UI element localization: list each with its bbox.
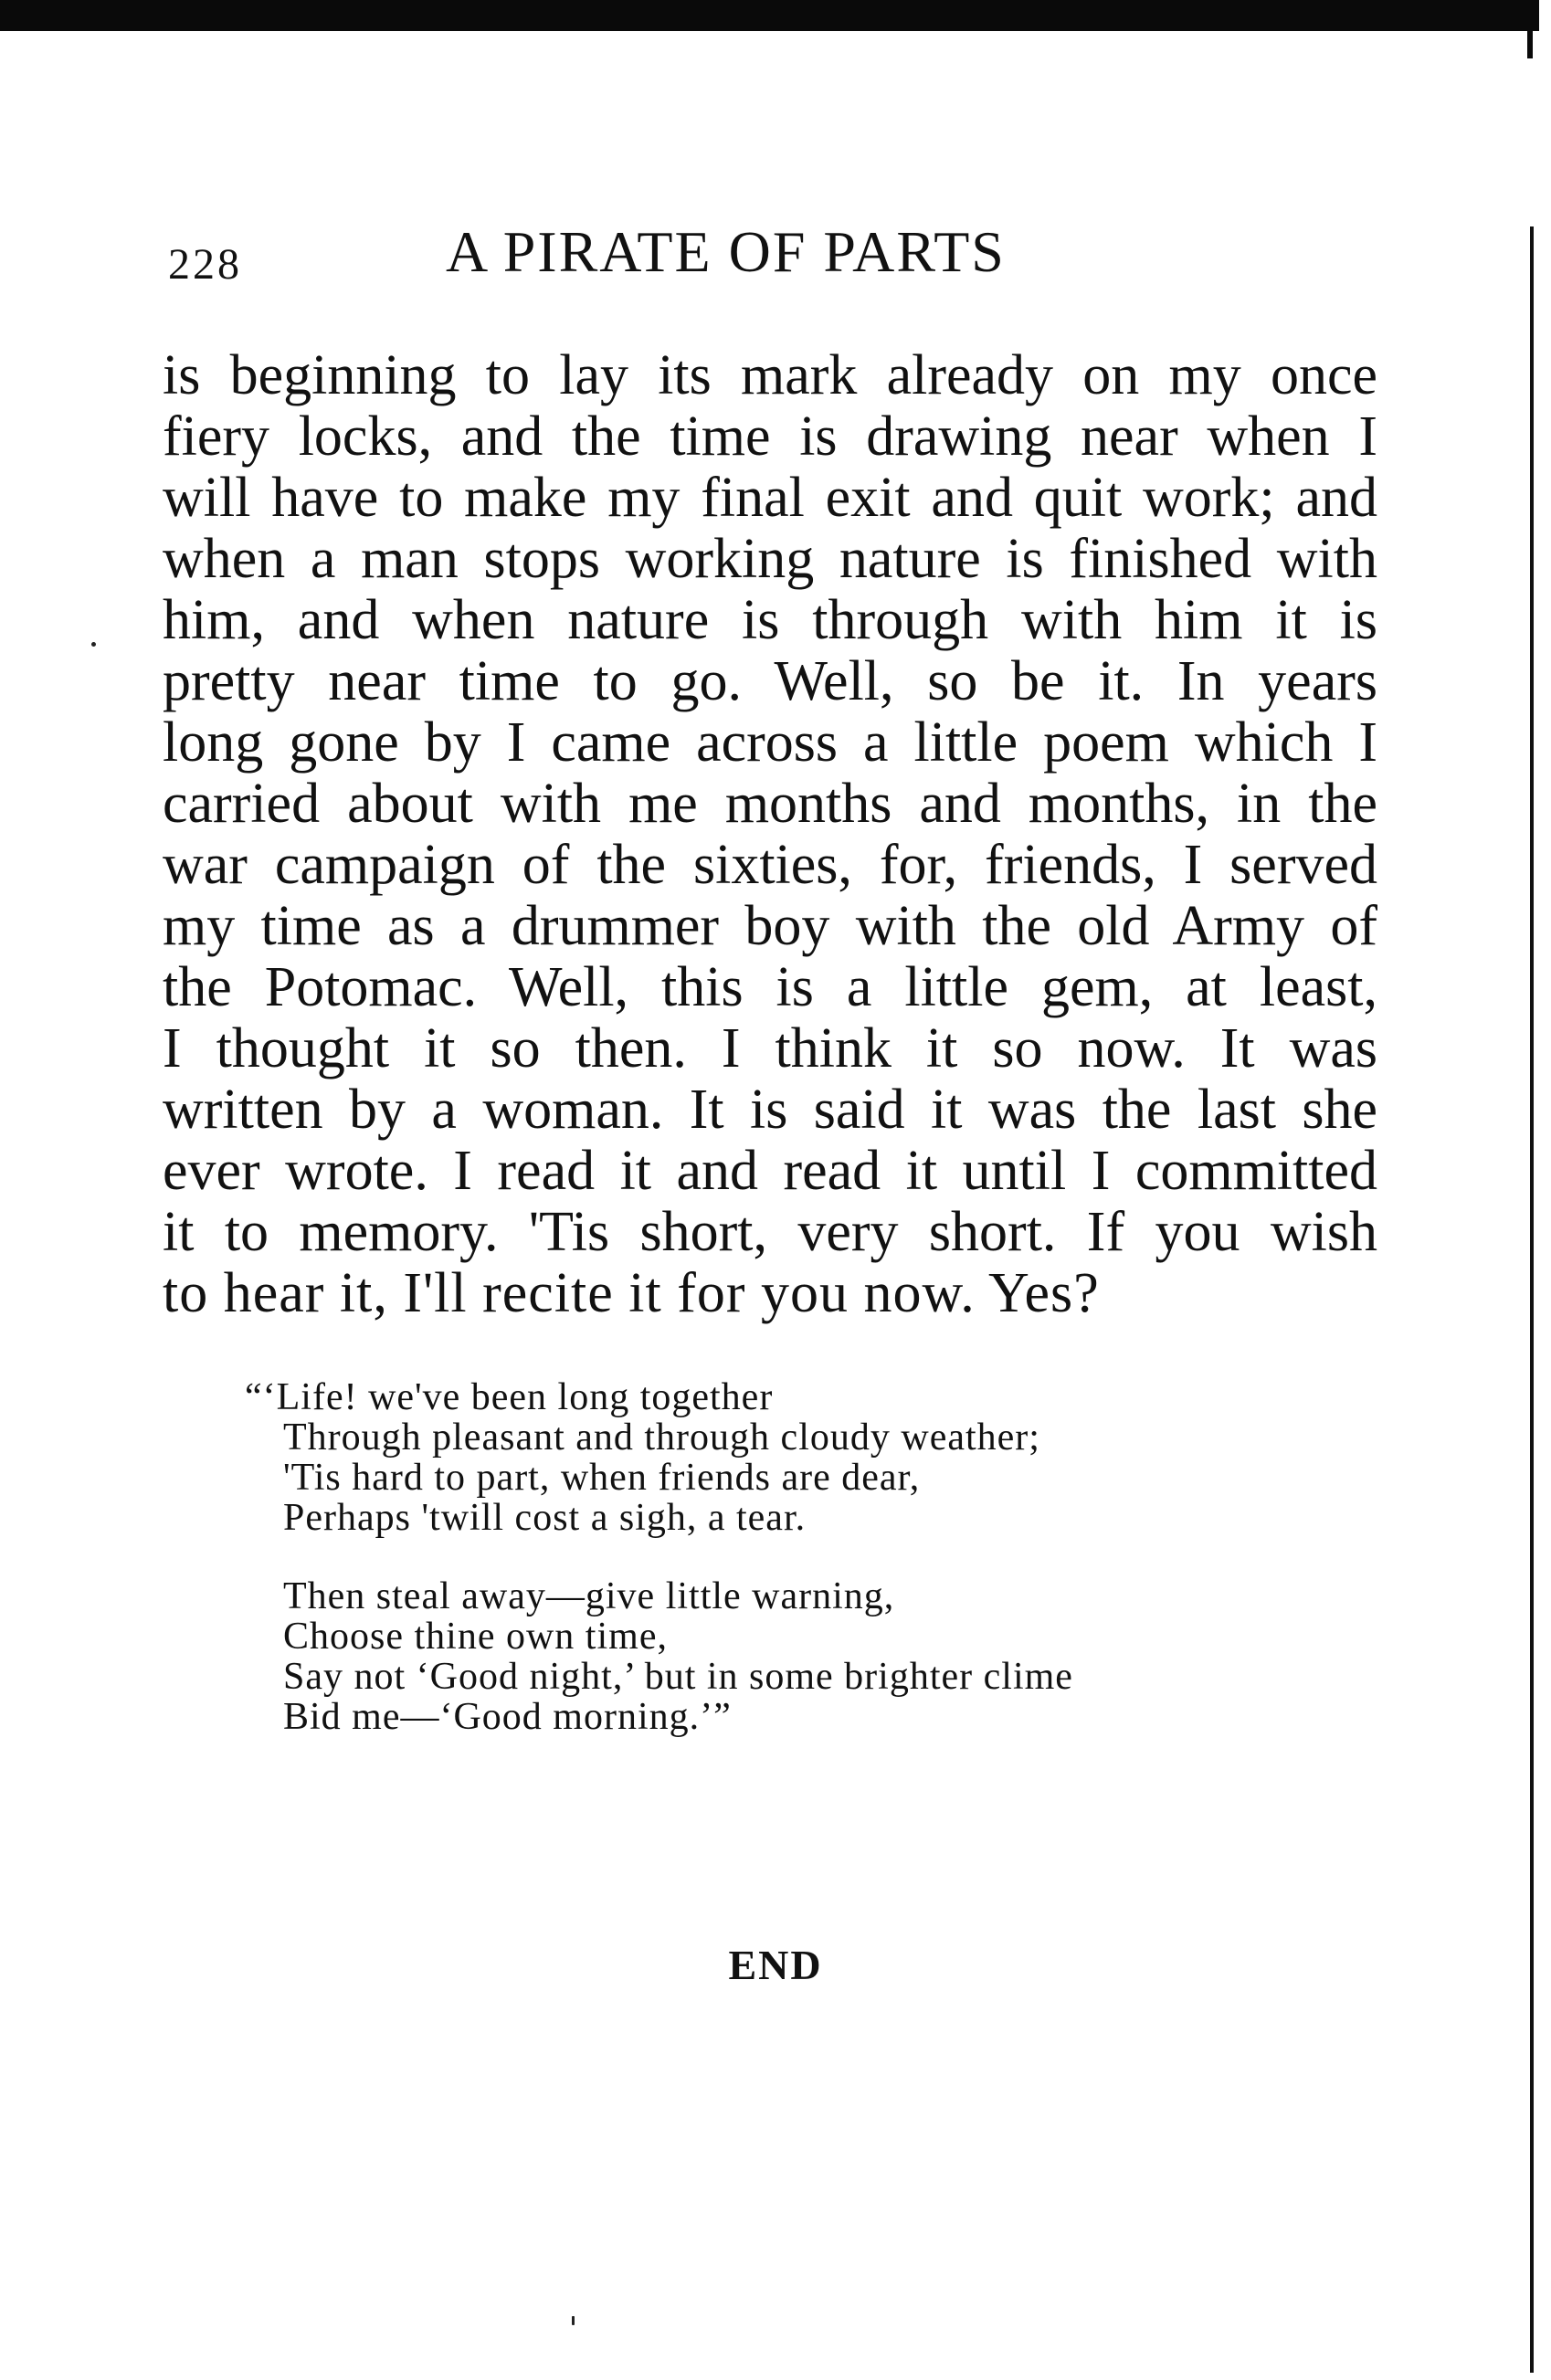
end-marker: END (728, 1942, 823, 1988)
page-header (0, 216, 1551, 289)
body-paragraph (163, 345, 1377, 1324)
body-line: when a man stops working nature is finished with (163, 529, 1377, 590)
poem-line: Bid me—‘Good morning.’” (283, 1696, 732, 1738)
poem-stanza-2 (245, 1576, 1341, 1737)
poem-line: “‘Life! we've been long together (245, 1376, 774, 1418)
poem-line: Through pleasant and through cloudy weather; (283, 1416, 1040, 1459)
top-border-rule (0, 0, 1539, 31)
body-line: it to memory. 'Tis short, very short. If you wish (163, 1202, 1377, 1263)
poem-stanza-1 (245, 1377, 1341, 1538)
body-line: fiery locks, and the time is drawing near when I (163, 406, 1377, 468)
body-line: my time as a drummer boy with the old Army of (163, 896, 1377, 957)
poem-line: 'Tis hard to part, when friends are dear, (283, 1457, 921, 1499)
body-line: to hear it, I'll recite it for you now. Yes? (163, 1263, 1100, 1324)
poem-line: Say not ‘Good night,’ but in some brighter clime (283, 1656, 1073, 1698)
page-number: 228 (168, 240, 242, 289)
right-edge-rule (1530, 226, 1534, 2373)
body-line: the Potomac. Well, this is a little gem, at least, (163, 957, 1377, 1018)
print-speck (572, 2316, 575, 2325)
body-line: I thought it so then. I think it so now. It was (163, 1018, 1377, 1079)
poem-line: Then steal away—give little warning, (283, 1575, 895, 1617)
body-line: will have to make my final exit and quit work; and (163, 468, 1377, 529)
poem (245, 1377, 1341, 1775)
body-line: long gone by I came across a little poem which I (163, 712, 1377, 774)
body-line: is beginning to lay its mark already on my once (163, 345, 1377, 406)
body-line: him, and when nature is through with him it is (163, 590, 1377, 651)
print-speck (91, 642, 96, 647)
poem-line: Choose thine own time, (283, 1616, 668, 1658)
running-title: A PIRATE OF PARTS (446, 219, 1006, 284)
body-line: pretty near time to go. Well, so be it. In years (163, 651, 1377, 712)
body-line: carried about with me months and months, in the (163, 774, 1377, 835)
top-border-tick (1527, 27, 1533, 58)
body-line: written by a woman. It is said it was the last she (163, 1079, 1377, 1141)
poem-line: Perhaps 'twill cost a sigh, a tear. (283, 1497, 807, 1539)
body-line: ever wrote. I read it and read it until I committed (163, 1141, 1377, 1202)
body-line: war campaign of the sixties, for, friends, I served (163, 835, 1377, 896)
